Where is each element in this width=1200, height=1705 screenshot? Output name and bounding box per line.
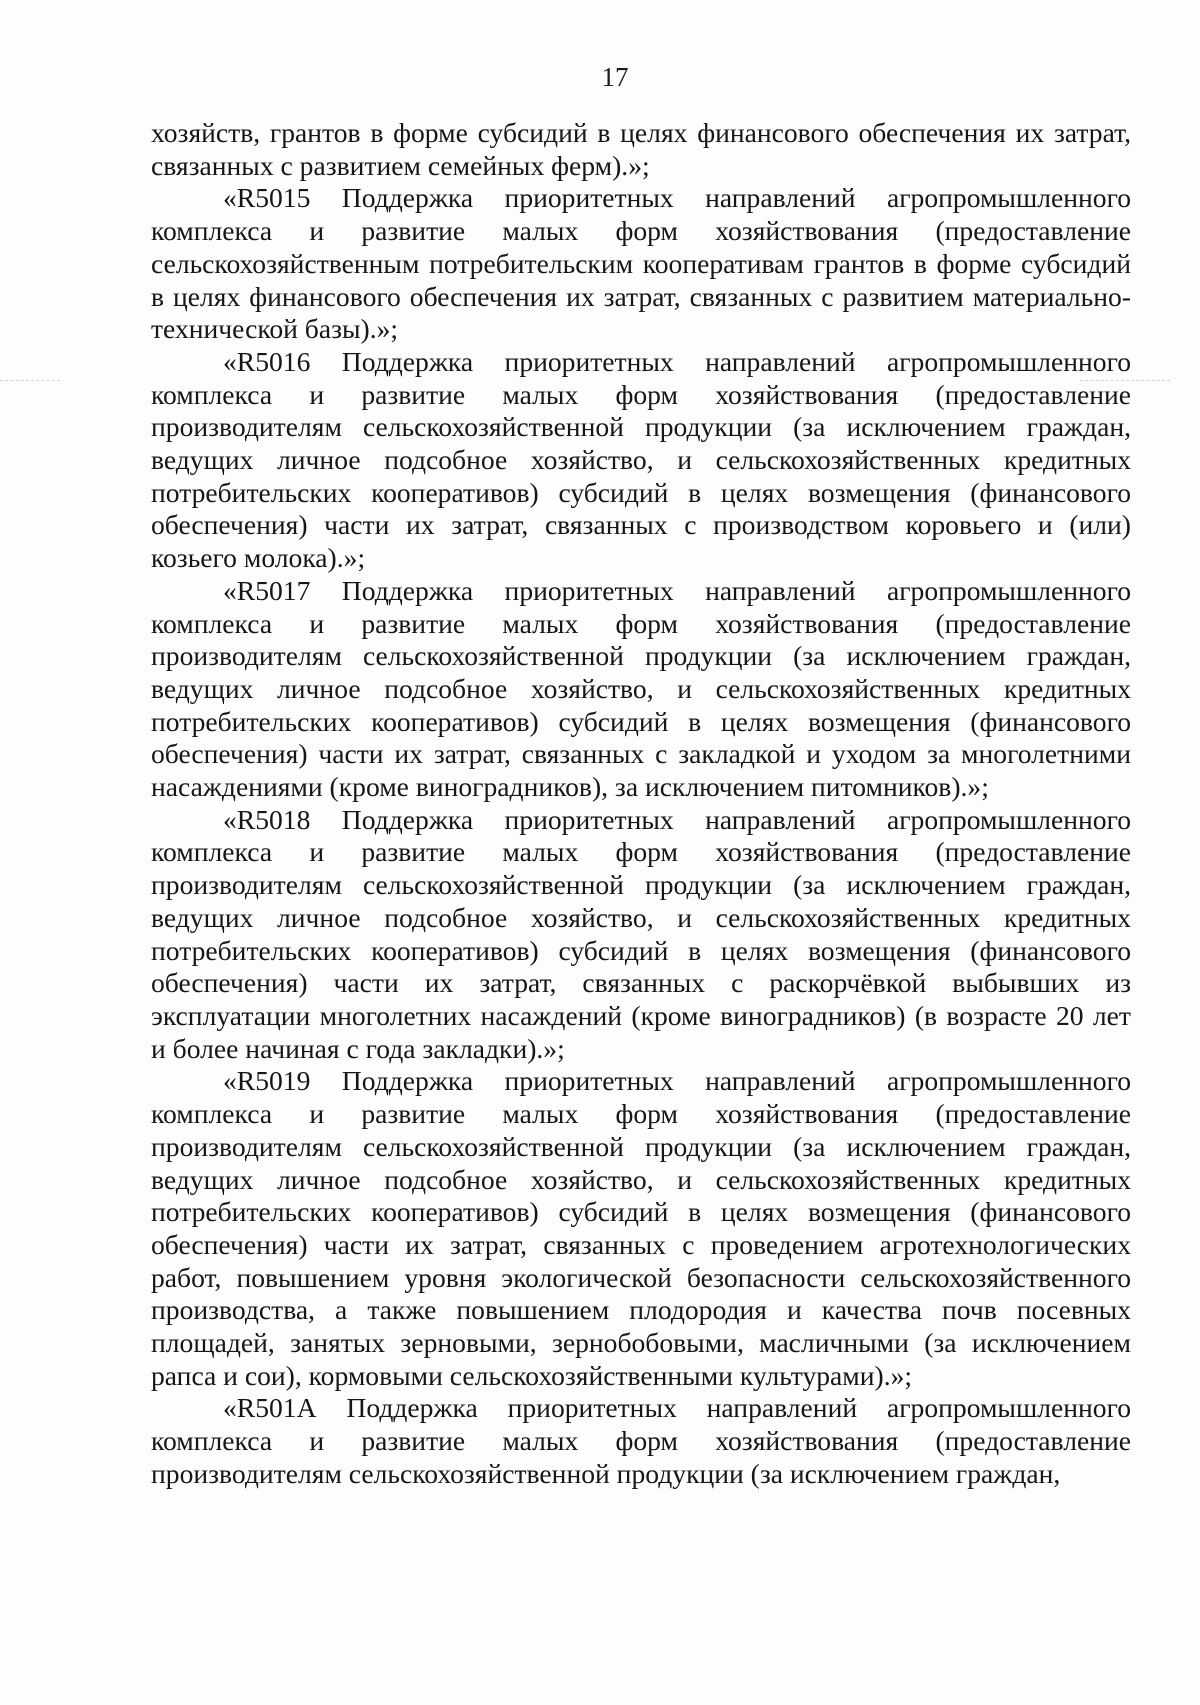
paragraph: хозяйств, грантов в форме субсидий в целях финансового обеспечения их затрат, связанных с развитием семейных ферм).»;: [151, 117, 1131, 181]
paragraph: «R5015 Поддержка приоритетных направлений агропромышленного комплекса и развитие малых форм хозяйствования (предоставление сельскохозяйственным потребительским кооперативам грантов в форме субсидий в целях финансового обеспечения их затрат, связанных с развитием материально-технической базы).»;: [151, 182, 1131, 345]
paragraph: «R5017 Поддержка приоритетных направлений агропромышленного комплекса и развитие малых форм хозяйствования (предоставление производителям сельскохозяйственной продукции (за исключением граждан, ведущих личное подсобное хозяйство, и сельскохозяйственных кредитных потребительских кооперативов) субсидий в целях возмещения (финансового обеспечения) части их затрат, связанных с закладкой и уходом за многолетними насаждениями (кроме виноградников), за исключением питомников).»;: [151, 574, 1131, 803]
scan-artifact: [0, 380, 60, 382]
paragraph: «R5016 Поддержка приоритетных направлений агропромышленного комплекса и развитие малых форм хозяйствования (предоставление производителям сельскохозяйственной продукции (за исключением граждан, ведущих личное подсобное хозяйство, и сельскохозяйственных кредитных потребительских кооперативов) субсидий в целях возмещения (финансового обеспечения) части их затрат, связанных с производством коровьего и (или) козьего молока).»;: [151, 345, 1131, 574]
document-body: [151, 117, 1131, 1491]
page-number: 17: [601, 62, 629, 92]
paragraph: «R501А Поддержка приоритетных направлений агропромышленного комплекса и развитие малых форм хозяйствования (предоставление производителям сельскохозяйственной продукции (за исключением граждан,: [151, 1392, 1131, 1489]
paragraph: «R5019 Поддержка приоритетных направлений агропромышленного комплекса и развитие малых форм хозяйствования (предоставление производителям сельскохозяйственной продукции (за исключением граждан, ведущих личное подсобное хозяйство, и сельскохозяйственных кредитных потребительских кооперативов) субсидий в целях возмещения (финансового обеспечения) части их затрат, связанных с проведением агротехнологических работ, повышением уровня экологической безопасности сельскохозяйственного производства, а также повышением плодородия и качества почв посевных площадей, занятых зерновыми, зернобобовыми, масличными (за исключением рапса и сои), кормовыми сельскохозяйственными культурами).»;: [151, 1065, 1131, 1391]
paragraph: «R5018 Поддержка приоритетных направлений агропромышленного комплекса и развитие малых форм хозяйствования (предоставление производителям сельскохозяйственной продукции (за исключением граждан, ведущих личное подсобное хозяйство, и сельскохозяйственных кредитных потребительских кооперативов) субсидий в целях возмещения (финансового обеспечения) части их затрат, связанных с раскорчёвкой выбывших из эксплуатации многолетних насаждений (кроме виноградников) (в возрасте 20 лет и более начиная с года закладки).»;: [151, 803, 1131, 1064]
